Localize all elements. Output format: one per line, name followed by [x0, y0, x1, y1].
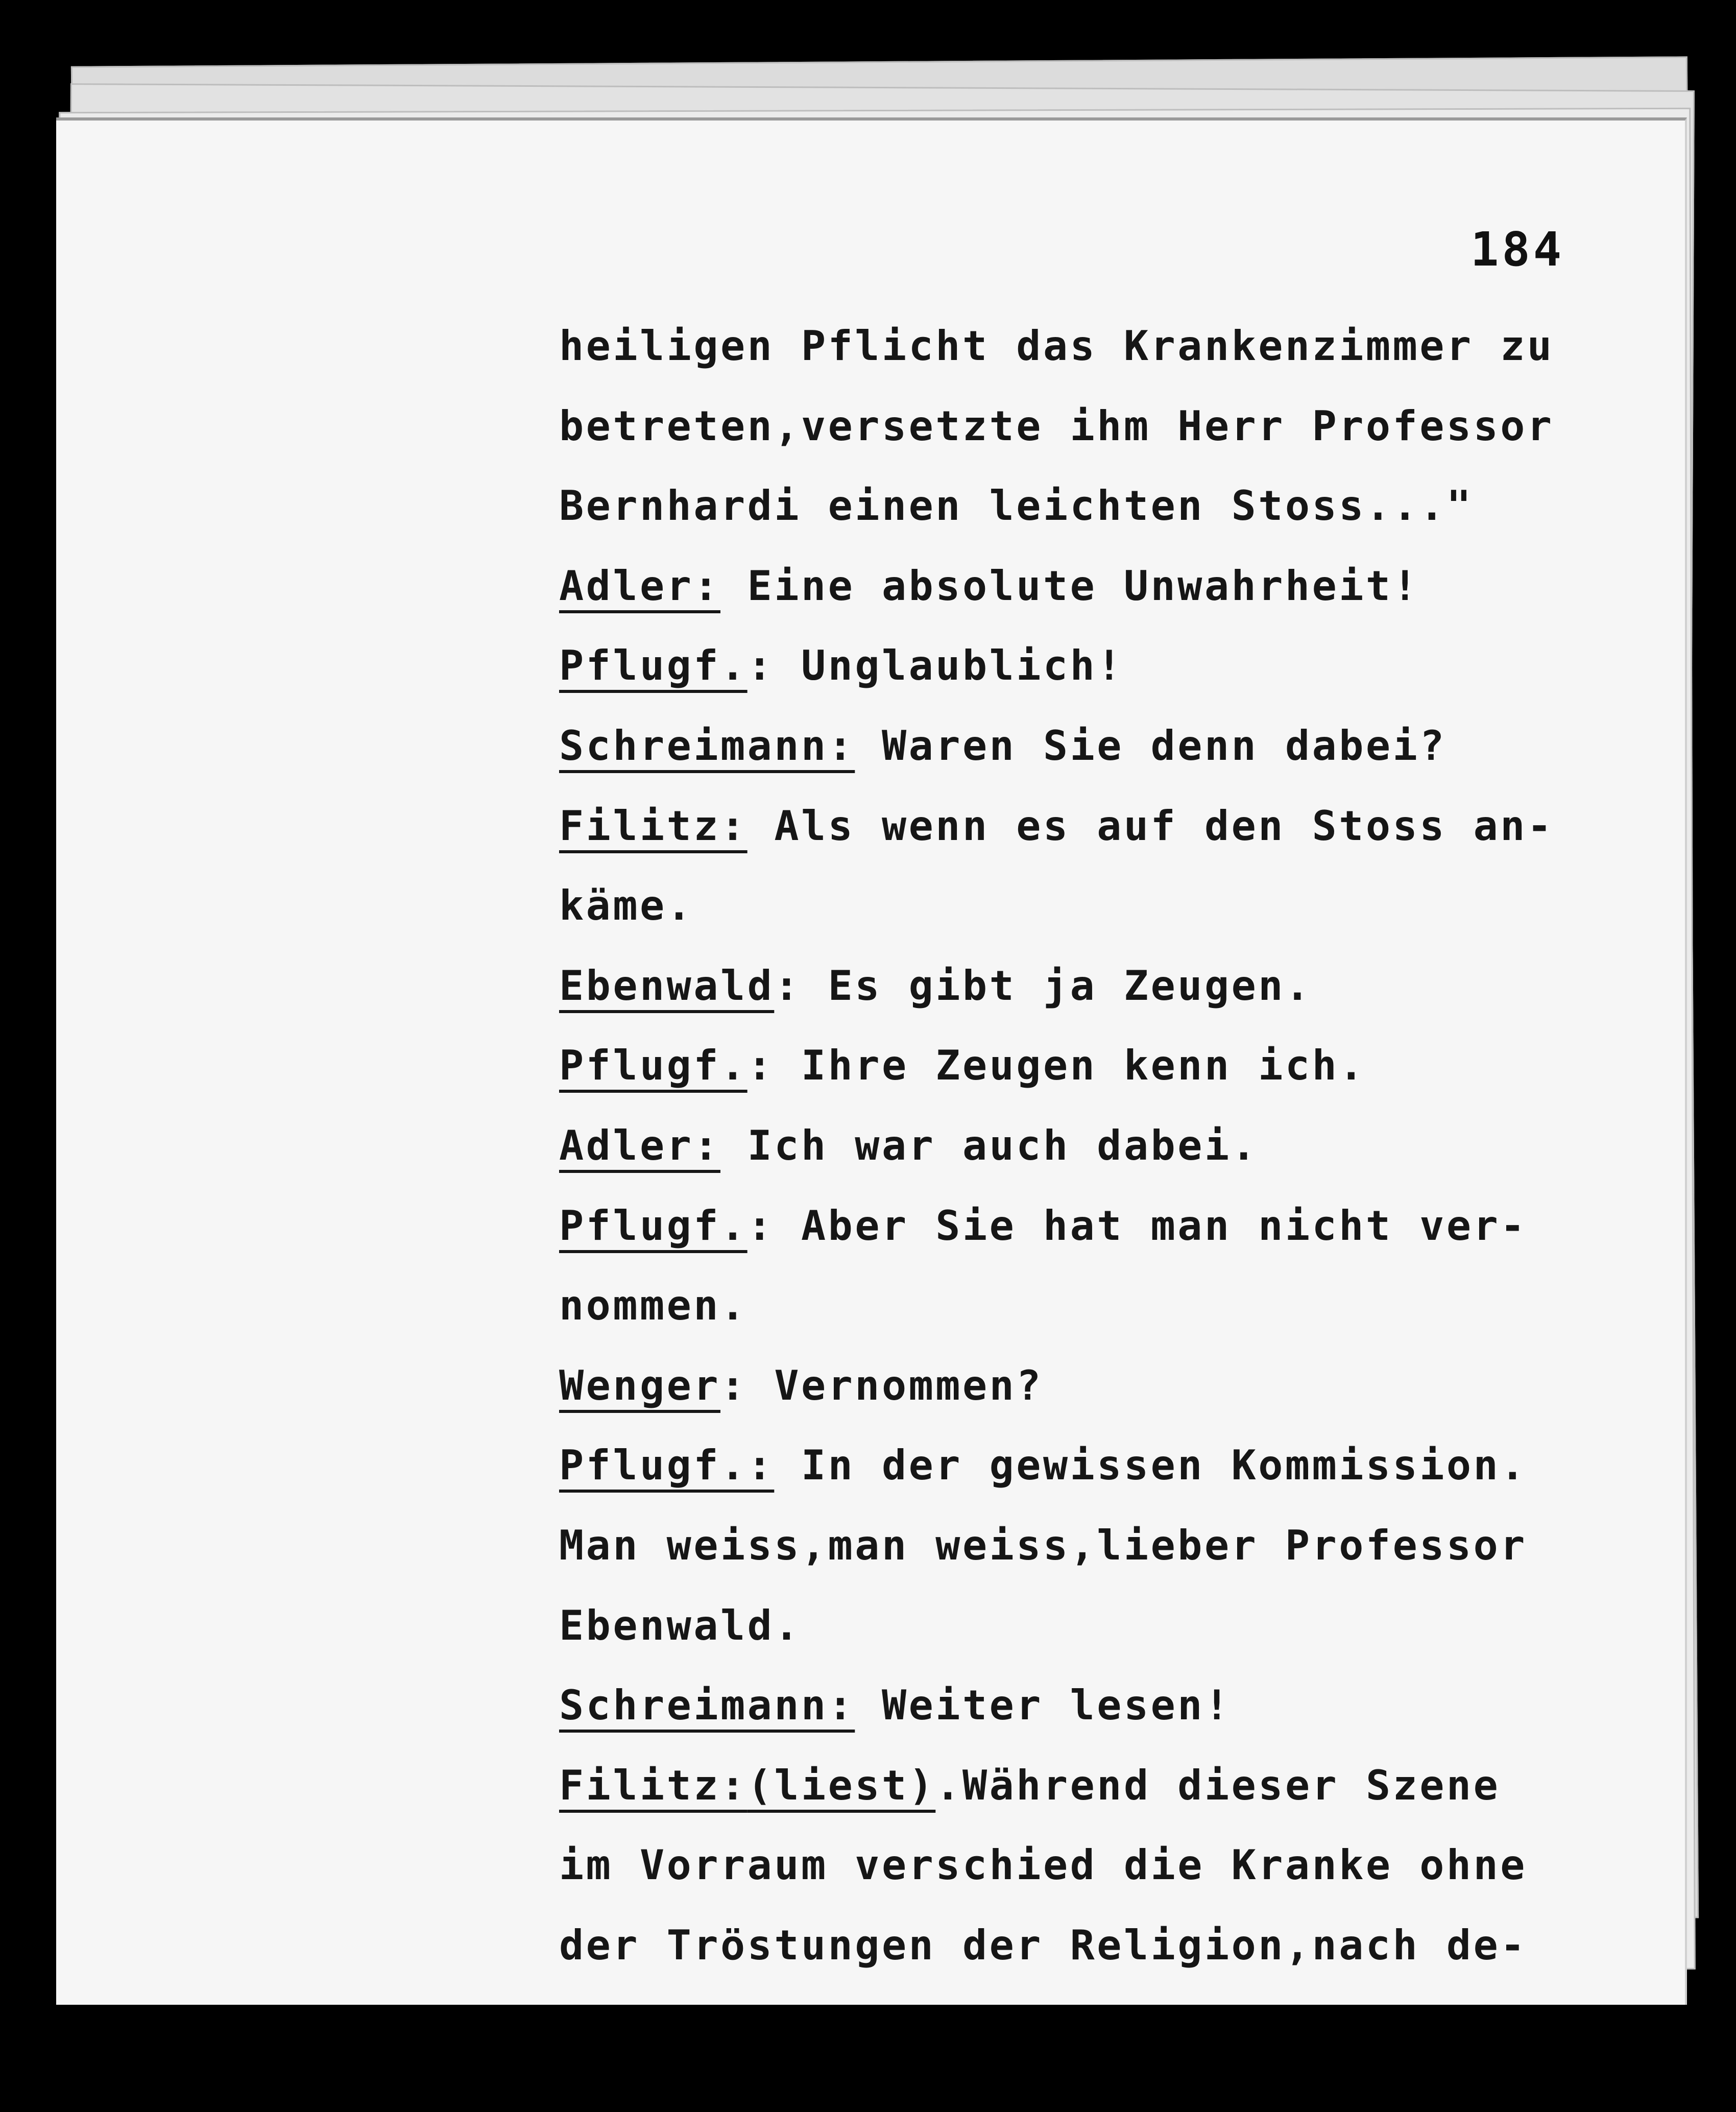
dialogue-line	[559, 946, 1657, 1026]
speaker-name: Pflugf.	[559, 1042, 748, 1090]
dialogue-line	[559, 1666, 1657, 1746]
dialogue-text: Als wenn es auf den Stoss an-	[747, 802, 1554, 850]
dialogue-line	[559, 1746, 1657, 1826]
dialogue-text: .Während dieser Szene	[935, 1761, 1501, 1809]
dialogue-text: Ich war auch dabei.	[720, 1121, 1259, 1169]
dialogue-line	[559, 786, 1657, 867]
dialogue-text: : Aber Sie hat man nicht ver-	[747, 1202, 1527, 1250]
text-line: betreten,versetzte ihm Herr Professor	[559, 402, 1554, 450]
speaker-name: Adler:	[559, 562, 720, 610]
text-line: Bernhardi einen leichten Stoss..."	[559, 482, 1474, 530]
dialogue-text: Weiter lesen!	[855, 1682, 1232, 1730]
text-line: im Vorraum verschied die Kranke ohne	[559, 1841, 1527, 1889]
dialogue-text: : Ihre Zeugen kenn ich.	[747, 1042, 1366, 1090]
dialogue-line	[559, 1026, 1657, 1106]
dialogue-text: : Unglaublich!	[747, 642, 1124, 690]
speaker-name: Ebenwald	[559, 962, 775, 1010]
speaker-name: Pflugf.	[559, 642, 748, 690]
dialogue-text: Eine absolute Unwahrheit!	[720, 562, 1420, 610]
text-line: käme.	[559, 882, 694, 930]
text-line: heiligen Pflicht das Krankenzimmer zu	[559, 322, 1554, 370]
dialogue-line	[559, 1186, 1657, 1266]
text-line: Ebenwald.	[559, 1601, 801, 1649]
speaker-name: Pflugf.:	[559, 1442, 775, 1490]
text-line: nommen.	[559, 1282, 748, 1330]
dialogue-line	[559, 706, 1657, 786]
speaker-name: Filitz:	[559, 1761, 748, 1809]
typescript-body	[559, 306, 1657, 1985]
speaker-name: Schreimann:	[559, 722, 855, 770]
speaker-name: Schreimann:	[559, 1682, 855, 1730]
speaker-name: Adler:	[559, 1121, 720, 1169]
dialogue-line	[559, 626, 1657, 706]
dialogue-text: In der gewissen Kommission.	[774, 1442, 1527, 1490]
text-line: der Tröstungen der Religion,nach de-	[559, 1921, 1527, 1969]
text-line: Man weiss,man weiss,lieber Professor	[559, 1521, 1527, 1569]
dialogue-line	[559, 1346, 1657, 1426]
speaker-name: Wenger	[559, 1361, 720, 1409]
page-number: 184	[1470, 222, 1565, 277]
dialogue-line	[559, 1426, 1657, 1506]
stage-direction: (liest)	[747, 1761, 936, 1809]
dialogue-line	[559, 1106, 1657, 1186]
dialogue-text: : Es gibt ja Zeugen.	[774, 962, 1312, 1010]
dialogue-text: : Vernommen?	[720, 1361, 1043, 1409]
dialogue-text: Waren Sie denn dabei?	[855, 722, 1446, 770]
speaker-name: Filitz:	[559, 802, 748, 850]
speaker-name: Pflugf.	[559, 1202, 748, 1250]
dialogue-line	[559, 546, 1657, 627]
